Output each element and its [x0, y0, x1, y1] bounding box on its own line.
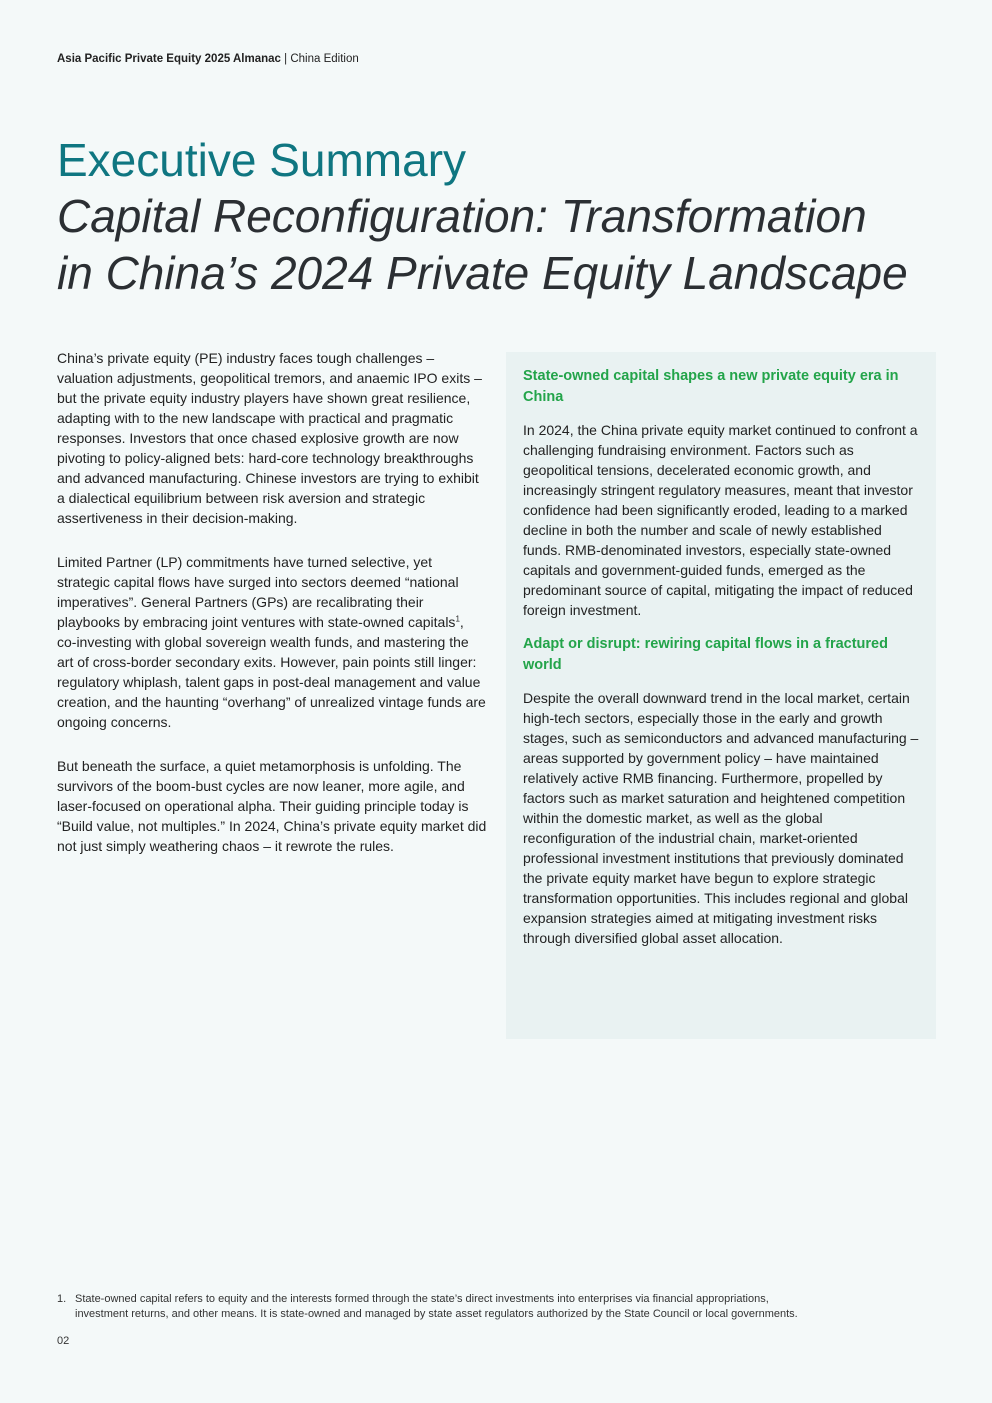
- edition-label: China Edition: [290, 53, 359, 65]
- footnote-text-1: State-owned capital refers to equity and the interests formed through the state’s direct investments into enterprises via financial appropriations,: [75, 1293, 769, 1305]
- footnote: [57, 1292, 937, 1322]
- publication-title: Asia Pacific Private Equity 2025 Almanac: [57, 53, 281, 65]
- footnote-line-2: investment returns, and other means. It is state-owned and managed by state asset regulators authorized by the State Council or local governments.: [75, 1308, 798, 1320]
- sidebar-heading-2: Adapt or disrupt: rewiring capital flows in a fractured world: [523, 636, 888, 673]
- sidebar-text-2: Despite the overall downward trend in the local market, certain high-tech sectors, especially those in the early and growth stages, such as semiconductors and advanced manufacturing – areas supported by government policy – have maintained relatively active RMB financing. Furthermore, propelled by factors such as market saturation and heightened competition within the domestic market, as well as the global reconfiguration of the industrial chain, market-oriented professional investment institutions that previously dominated the private equity market have begun to explore strategic transformation opportunities. This includes regional and global expansion strategies aimed at mitigating investment risks through diversified global asset allocation.: [523, 690, 919, 946]
- body-column: [57, 348, 487, 880]
- page-title: Executive Summary: [57, 134, 467, 186]
- sidebar-heading-1: State-owned capital shapes a new private equity era in China: [523, 368, 899, 405]
- running-header: [57, 53, 359, 65]
- body-paragraph-1: China’s private equity (PE) industry faces tough challenges – valuation adjustments, geopolitical tremors, and anaemic IPO exits – but the private equity industry players have shown great resilience, adapting with to the new landscape with practical and pragmatic responses. Investors that once chased explosive growth are now pivoting to policy-aligned bets: hard-core technology breakthroughs and advanced manufacturing. Chinese investors are trying to exhibit a dialectical equilibrium between risk aversion and strategic assertiveness in their decision-making.: [57, 350, 482, 526]
- footnote-number: 1.: [57, 1293, 67, 1305]
- header-separator: |: [280, 53, 291, 65]
- body-paragraph-3: But beneath the surface, a quiet metamorphosis is unfolding. The survivors of the boom-bust cycles are now leaner, more agile, and laser-focused on operational alpha. Their guiding principle today is “Build value, not multiples.” In 2024, China’s private equity market did not just simply weathering chaos – it rewrote the rules.: [57, 758, 487, 854]
- title-block: [57, 132, 937, 302]
- body-paragraph-2-end: , co-investing with global sovereign wealth funds, and mastering the art of cross-border secondary exits. However, pain points still linger: regulatory whiplash, talent gaps in post-deal management and value creation, and the haunting “overhang” of unrealized vintage funds are ongoing concerns.: [57, 614, 486, 730]
- footnote-line-1: [57, 1292, 937, 1307]
- page-number: 02: [57, 1335, 70, 1347]
- subtitle-line-1: Capital Reconfiguration: Transformation: [57, 190, 867, 242]
- sidebar-box: [506, 352, 936, 1039]
- body-paragraph-2-start: Limited Partner (LP) commitments have turned selective, yet strategic capital flows have surged into sectors deemed “national imperatives”. General Partners (GPs) are recalibrating their playbooks by embracing joint ventures with state-owned capitals: [57, 554, 459, 630]
- subtitle-line-2: in China’s 2024 Private Equity Landscape: [57, 247, 908, 299]
- body-paragraph-2: [57, 552, 487, 732]
- footnote-reference[interactable]: 1: [455, 614, 460, 624]
- sidebar-text-1: In 2024, the China private equity market continued to confront a challenging fundraising environment. Factors such as geopolitical tensions, decelerated economic growth, and increasingly stringent regulatory measures, meant that investor confidence had been significantly eroded, leading to a marked decline in both the number and scale of newly established funds. RMB-denominated investors, especially state-owned capitals and government-guided funds, emerged as the predominant source of capital, mitigating the impact of reduced foreign investment.: [523, 422, 918, 618]
